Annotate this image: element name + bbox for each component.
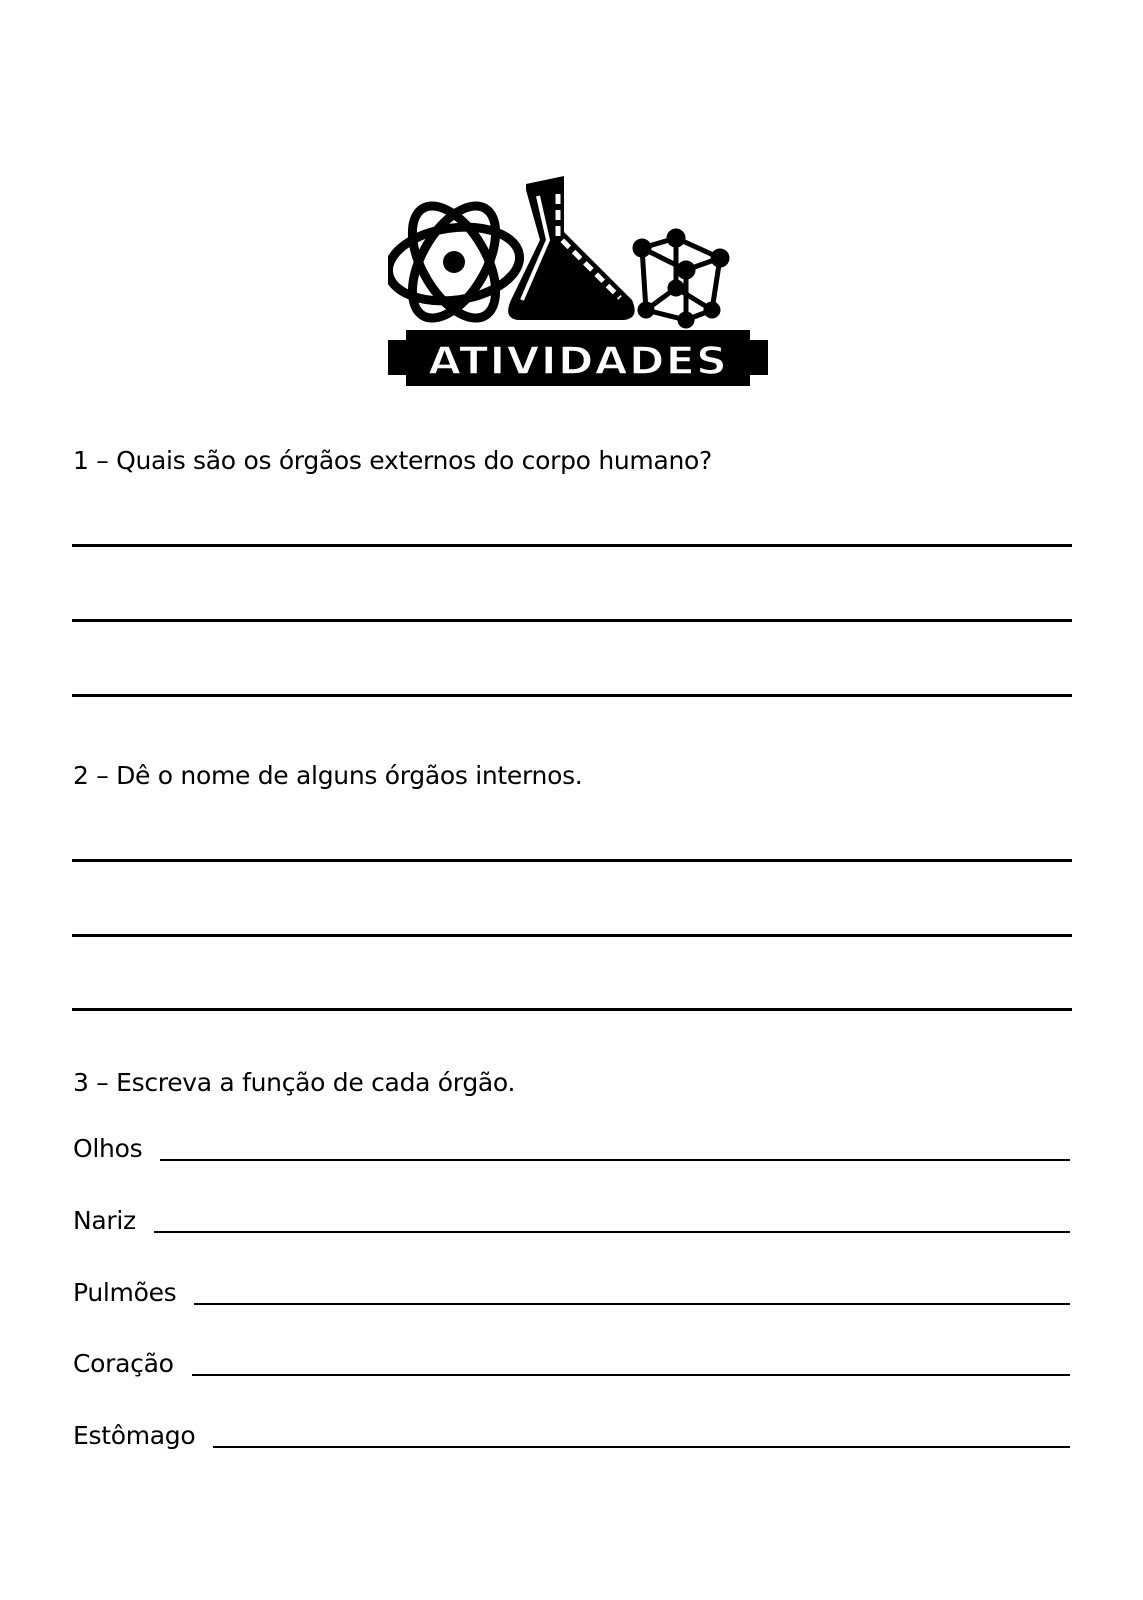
answer-line[interactable] <box>72 544 1072 547</box>
organ-row-pulmoes <box>73 1280 1070 1305</box>
organ-row-coracao <box>73 1351 1070 1376</box>
organ-row-nariz <box>73 1208 1070 1233</box>
answer-line[interactable] <box>72 1008 1072 1011</box>
organ-label: Coração <box>73 1349 174 1378</box>
organ-label: Olhos <box>73 1134 143 1163</box>
organ-answer-line[interactable] <box>192 1374 1070 1376</box>
organ-label: Pulmões <box>73 1278 177 1307</box>
answer-line[interactable] <box>72 859 1072 862</box>
question-3: 3 – Escreva a função de cada órgão. <box>73 1068 516 1097</box>
organ-answer-line[interactable] <box>160 1159 1070 1161</box>
atom-icon <box>388 192 524 331</box>
logo-banner <box>388 330 768 386</box>
organ-row-olhos <box>73 1136 1070 1161</box>
molecule-icon <box>635 231 727 326</box>
organ-label: Nariz <box>73 1206 136 1235</box>
answer-line[interactable] <box>72 934 1072 937</box>
logo-title: ATIVIDADES <box>428 339 728 383</box>
question-2: 2 – Dê o nome de alguns órgãos internos. <box>73 761 583 790</box>
question-1: 1 – Quais são os órgãos externos do corpo humano? <box>73 446 712 475</box>
organ-answer-line[interactable] <box>194 1303 1070 1305</box>
atividades-logo <box>388 170 768 392</box>
answer-line[interactable] <box>72 619 1072 622</box>
organ-answer-line[interactable] <box>213 1446 1070 1448</box>
organ-label: Estômago <box>73 1421 196 1450</box>
organ-row-estomago <box>73 1423 1070 1448</box>
organ-answer-line[interactable] <box>154 1231 1070 1233</box>
answer-line[interactable] <box>72 694 1072 697</box>
flask-icon <box>508 176 635 320</box>
